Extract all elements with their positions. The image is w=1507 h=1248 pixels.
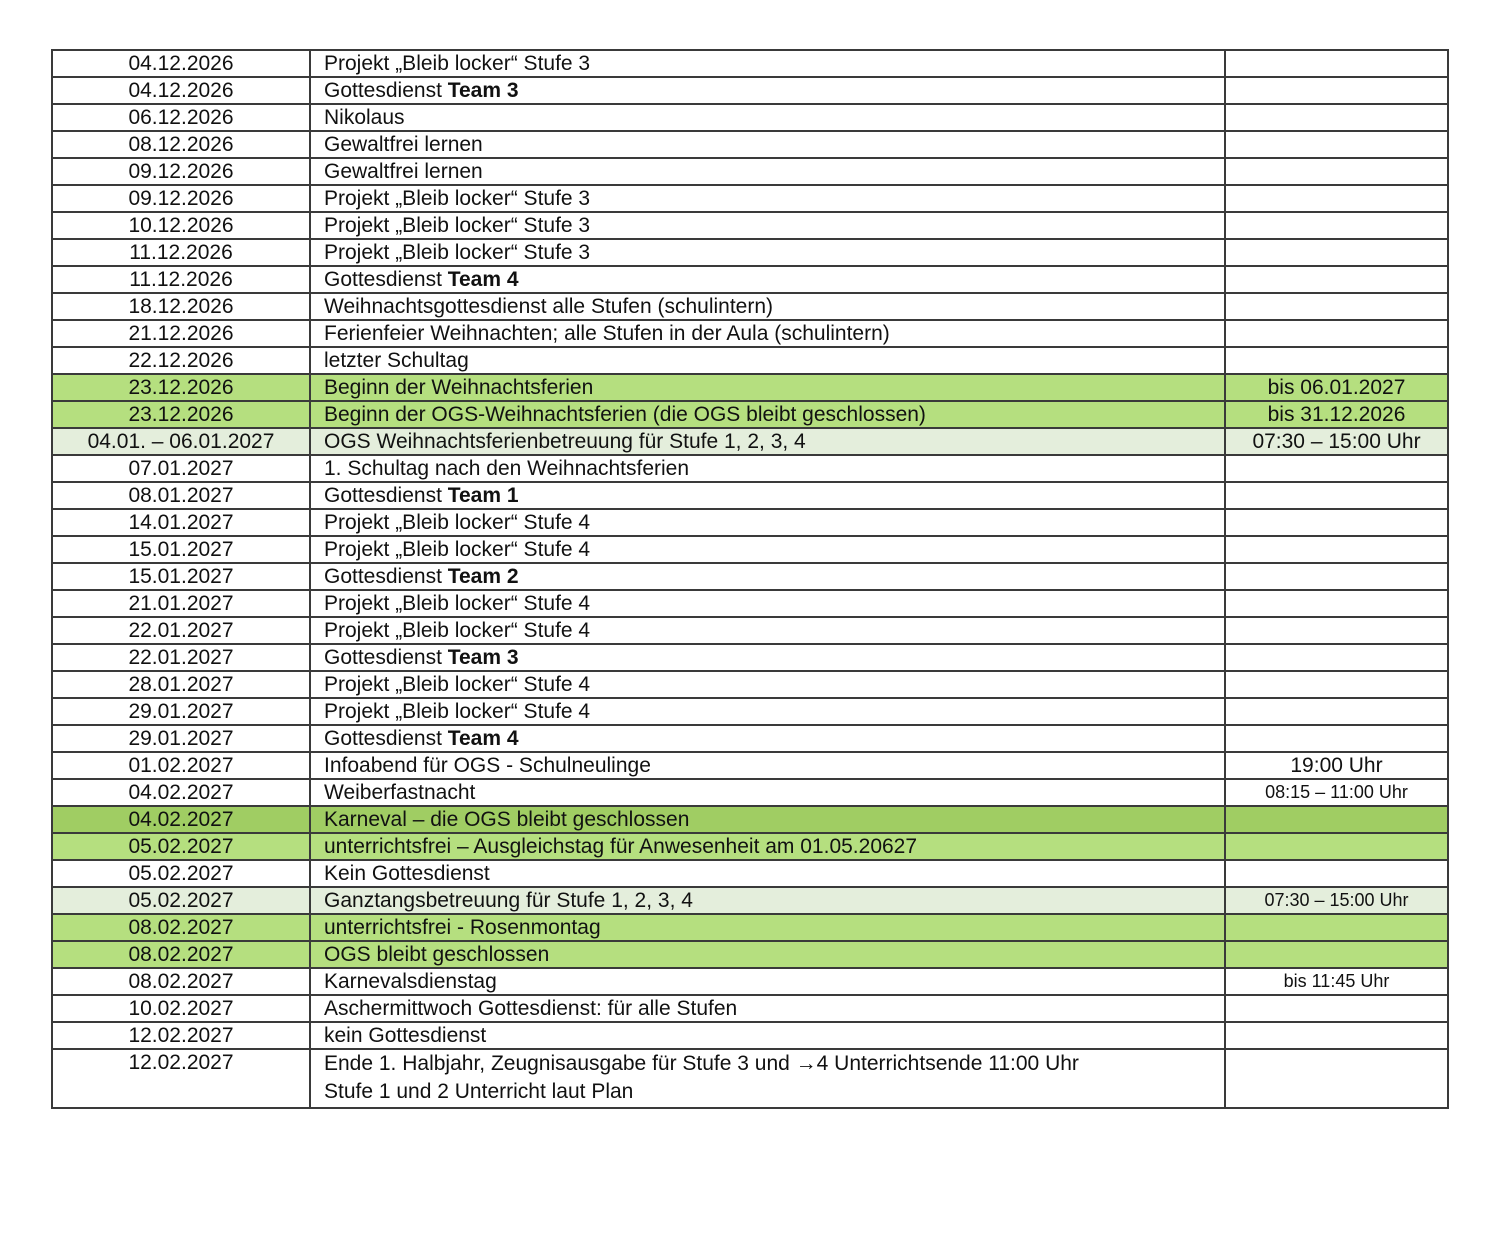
calendar-row — [52, 995, 1448, 1022]
event-cell — [310, 887, 1225, 914]
date-cell: 06.12.2026 — [52, 104, 310, 131]
date-cell: 29.01.2027 — [52, 725, 310, 752]
calendar-body — [52, 50, 1448, 1108]
date-cell: 28.01.2027 — [52, 671, 310, 698]
event-text: Projekt „Bleib locker“ Stufe 3 — [324, 187, 591, 210]
note-cell — [1225, 698, 1448, 725]
calendar-row — [52, 914, 1448, 941]
event-cell — [310, 995, 1225, 1022]
calendar-row — [52, 671, 1448, 698]
note-cell: bis 11:45 Uhr — [1225, 968, 1448, 995]
date-cell: 04.02.2027 — [52, 779, 310, 806]
event-cell — [310, 1022, 1225, 1049]
event-text: Gottesdienst — [324, 565, 448, 588]
date-cell: 04.12.2026 — [52, 77, 310, 104]
event-cell — [310, 644, 1225, 671]
calendar-row — [52, 779, 1448, 806]
date-cell: 11.12.2026 — [52, 239, 310, 266]
date-cell: 08.02.2027 — [52, 914, 310, 941]
event-cell — [310, 320, 1225, 347]
event-cell — [310, 860, 1225, 887]
calendar-row — [52, 428, 1448, 455]
calendar-row — [52, 482, 1448, 509]
note-cell — [1225, 860, 1448, 887]
date-cell: 08.02.2027 — [52, 941, 310, 968]
note-cell — [1225, 644, 1448, 671]
event-text: Beginn der Weihnachtsferien — [324, 376, 594, 399]
date-cell: 08.01.2027 — [52, 482, 310, 509]
event-cell — [310, 131, 1225, 158]
event-text: Projekt „Bleib locker“ Stufe 3 — [324, 241, 591, 264]
event-text: unterrichtsfrei – Ausgleichstag für Anwesenheit am 01.05.20627 — [324, 835, 918, 858]
event-text: Projekt „Bleib locker“ Stufe 3 — [324, 52, 591, 75]
event-text: Aschermittwoch Gottesdienst: für alle Stufen — [324, 997, 738, 1020]
team-label: Team 2 — [447, 565, 519, 588]
note-cell — [1225, 50, 1448, 77]
calendar-row — [52, 563, 1448, 590]
calendar-row — [52, 347, 1448, 374]
note-cell — [1225, 131, 1448, 158]
date-cell: 05.02.2027 — [52, 860, 310, 887]
event-cell — [310, 482, 1225, 509]
event-text: Nikolaus — [324, 106, 405, 129]
note-cell — [1225, 1049, 1448, 1108]
calendar-row — [52, 536, 1448, 563]
calendar-row — [52, 860, 1448, 887]
note-cell — [1225, 509, 1448, 536]
event-cell — [310, 590, 1225, 617]
event-cell — [310, 563, 1225, 590]
event-text: kein Gottesdienst — [324, 1024, 487, 1047]
event-text: 1. Schultag nach den Weihnachtsferien — [324, 457, 690, 480]
event-text: Karneval – die OGS bleibt geschlossen — [324, 808, 690, 831]
calendar-row — [52, 806, 1448, 833]
date-cell: 05.02.2027 — [52, 833, 310, 860]
note-cell — [1225, 293, 1448, 320]
event-cell — [310, 833, 1225, 860]
date-cell: 22.01.2027 — [52, 617, 310, 644]
event-text: Weihnachtsgottesdienst alle Stufen (schulintern) — [324, 295, 774, 318]
event-cell — [310, 428, 1225, 455]
event-cell — [310, 347, 1225, 374]
calendar-row — [52, 185, 1448, 212]
date-cell: 04.02.2027 — [52, 806, 310, 833]
event-text: Projekt „Bleib locker“ Stufe 4 — [324, 700, 591, 723]
date-cell: 22.12.2026 — [52, 347, 310, 374]
event-cell — [310, 698, 1225, 725]
calendar-row — [52, 77, 1448, 104]
note-cell: 07:30 – 15:00 Uhr — [1225, 887, 1448, 914]
note-cell — [1225, 185, 1448, 212]
calendar-row — [52, 590, 1448, 617]
date-cell: 09.12.2026 — [52, 185, 310, 212]
calendar-row — [52, 401, 1448, 428]
note-cell — [1225, 833, 1448, 860]
event-cell — [310, 617, 1225, 644]
event-text: Ferienfeier Weihnachten; alle Stufen in der Aula (schulintern) — [324, 322, 890, 345]
note-cell — [1225, 212, 1448, 239]
event-cell — [310, 158, 1225, 185]
calendar-row — [52, 509, 1448, 536]
calendar-row — [52, 617, 1448, 644]
event-text-line2: Stufe 1 und 2 Unterricht laut Plan — [324, 1080, 634, 1103]
event-cell — [310, 266, 1225, 293]
event-cell — [310, 968, 1225, 995]
event-cell — [310, 77, 1225, 104]
date-cell: 05.02.2027 — [52, 887, 310, 914]
note-cell — [1225, 536, 1448, 563]
team-label: Team 4 — [447, 727, 519, 750]
note-cell — [1225, 1022, 1448, 1049]
note-cell — [1225, 806, 1448, 833]
event-cell — [310, 293, 1225, 320]
note-cell — [1225, 482, 1448, 509]
event-text: letzter Schultag — [324, 349, 469, 372]
note-cell — [1225, 725, 1448, 752]
event-cell — [310, 212, 1225, 239]
date-cell: 21.12.2026 — [52, 320, 310, 347]
calendar-row — [52, 698, 1448, 725]
date-cell: 04.01. – 06.01.2027 — [52, 428, 310, 455]
note-cell — [1225, 941, 1448, 968]
calendar-row — [52, 725, 1448, 752]
event-text: Gewaltfrei lernen — [324, 133, 483, 156]
calendar-row — [52, 50, 1448, 77]
event-cell — [310, 401, 1225, 428]
date-cell: 22.01.2027 — [52, 644, 310, 671]
note-cell — [1225, 671, 1448, 698]
event-text: OGS Weihnachtsferienbetreuung für Stufe 1, 2, 3, 4 — [324, 430, 806, 453]
event-text: Projekt „Bleib locker“ Stufe 4 — [324, 673, 591, 696]
event-text: Kein Gottesdienst — [324, 862, 490, 885]
date-cell: 08.02.2027 — [52, 968, 310, 995]
note-cell — [1225, 995, 1448, 1022]
event-cell — [310, 50, 1225, 77]
event-text: Gottesdienst — [324, 646, 448, 669]
event-cell — [310, 806, 1225, 833]
calendar-row — [52, 887, 1448, 914]
event-cell — [310, 914, 1225, 941]
event-cell — [310, 941, 1225, 968]
team-label: Team 3 — [447, 646, 519, 669]
event-text: OGS bleibt geschlossen — [324, 943, 550, 966]
note-cell — [1225, 563, 1448, 590]
note-cell: 08:15 – 11:00 Uhr — [1225, 779, 1448, 806]
event-cell — [310, 1049, 1225, 1108]
date-cell: 04.12.2026 — [52, 50, 310, 77]
event-text: Gewaltfrei lernen — [324, 160, 483, 183]
event-text: Karnevalsdienstag — [324, 970, 497, 993]
event-text: Projekt „Bleib locker“ Stufe 3 — [324, 214, 591, 237]
note-cell: bis 06.01.2027 — [1225, 374, 1448, 401]
event-text: Ende 1. Halbjahr, Zeugnisausgabe für Stufe 3 und →4 Unterrichtsende 11:00 Uhr — [324, 1052, 1079, 1075]
note-cell — [1225, 239, 1448, 266]
event-text: Projekt „Bleib locker“ Stufe 4 — [324, 511, 591, 534]
calendar-row — [52, 266, 1448, 293]
note-cell — [1225, 104, 1448, 131]
event-text: Gottesdienst — [324, 268, 448, 291]
calendar-row — [52, 374, 1448, 401]
team-label: Team 1 — [447, 484, 519, 507]
note-cell: 07:30 – 15:00 Uhr — [1225, 428, 1448, 455]
date-cell: 07.01.2027 — [52, 455, 310, 482]
date-cell: 09.12.2026 — [52, 158, 310, 185]
date-cell: 15.01.2027 — [52, 563, 310, 590]
note-cell — [1225, 320, 1448, 347]
calendar-row — [52, 131, 1448, 158]
event-cell — [310, 725, 1225, 752]
team-label: Team 4 — [447, 268, 519, 291]
calendar-row — [52, 455, 1448, 482]
event-text: Projekt „Bleib locker“ Stufe 4 — [324, 619, 591, 642]
event-cell — [310, 671, 1225, 698]
date-cell: 01.02.2027 — [52, 752, 310, 779]
event-text: Gottesdienst — [324, 79, 448, 102]
event-text: Gottesdienst — [324, 727, 448, 750]
event-text: Projekt „Bleib locker“ Stufe 4 — [324, 538, 591, 561]
date-cell: 29.01.2027 — [52, 698, 310, 725]
note-cell — [1225, 617, 1448, 644]
date-cell: 23.12.2026 — [52, 374, 310, 401]
event-cell — [310, 185, 1225, 212]
note-cell — [1225, 590, 1448, 617]
calendar-row — [52, 968, 1448, 995]
note-cell — [1225, 914, 1448, 941]
date-cell: 10.02.2027 — [52, 995, 310, 1022]
calendar-row — [52, 239, 1448, 266]
note-cell — [1225, 347, 1448, 374]
note-cell — [1225, 266, 1448, 293]
event-cell — [310, 536, 1225, 563]
note-cell — [1225, 77, 1448, 104]
event-cell — [310, 752, 1225, 779]
calendar-row — [52, 212, 1448, 239]
event-cell — [310, 374, 1225, 401]
date-cell: 12.02.2027 — [52, 1022, 310, 1049]
event-text: Beginn der OGS-Weihnachtsferien (die OGS bleibt geschlossen) — [324, 403, 926, 426]
calendar-row — [52, 833, 1448, 860]
note-cell — [1225, 158, 1448, 185]
event-cell — [310, 239, 1225, 266]
calendar-row — [52, 1049, 1448, 1108]
date-cell: 21.01.2027 — [52, 590, 310, 617]
date-cell: 18.12.2026 — [52, 293, 310, 320]
date-cell: 14.01.2027 — [52, 509, 310, 536]
event-cell — [310, 104, 1225, 131]
event-text: Infoabend für OGS - Schulneulinge — [324, 754, 651, 777]
date-cell: 23.12.2026 — [52, 401, 310, 428]
team-label: Team 3 — [447, 79, 519, 102]
event-text: Weiberfastnacht — [324, 781, 476, 804]
note-cell: 19:00 Uhr — [1225, 752, 1448, 779]
calendar-row — [52, 158, 1448, 185]
event-text: Gottesdienst — [324, 484, 448, 507]
note-cell: bis 31.12.2026 — [1225, 401, 1448, 428]
calendar-row — [52, 293, 1448, 320]
calendar-row — [52, 1022, 1448, 1049]
event-cell — [310, 779, 1225, 806]
event-cell — [310, 455, 1225, 482]
date-cell: 11.12.2026 — [52, 266, 310, 293]
date-cell: 08.12.2026 — [52, 131, 310, 158]
note-cell — [1225, 455, 1448, 482]
calendar-row — [52, 104, 1448, 131]
event-text: Ganztangsbetreuung für Stufe 1, 2, 3, 4 — [324, 889, 693, 912]
calendar-row — [52, 320, 1448, 347]
school-calendar-table — [51, 49, 1449, 1109]
date-cell: 15.01.2027 — [52, 536, 310, 563]
calendar-row — [52, 644, 1448, 671]
date-cell: 10.12.2026 — [52, 212, 310, 239]
date-cell: 12.02.2027 — [52, 1049, 310, 1108]
event-text: unterrichtsfrei - Rosenmontag — [324, 916, 601, 939]
event-text: Projekt „Bleib locker“ Stufe 4 — [324, 592, 591, 615]
calendar-row — [52, 752, 1448, 779]
calendar-row — [52, 941, 1448, 968]
event-cell — [310, 509, 1225, 536]
